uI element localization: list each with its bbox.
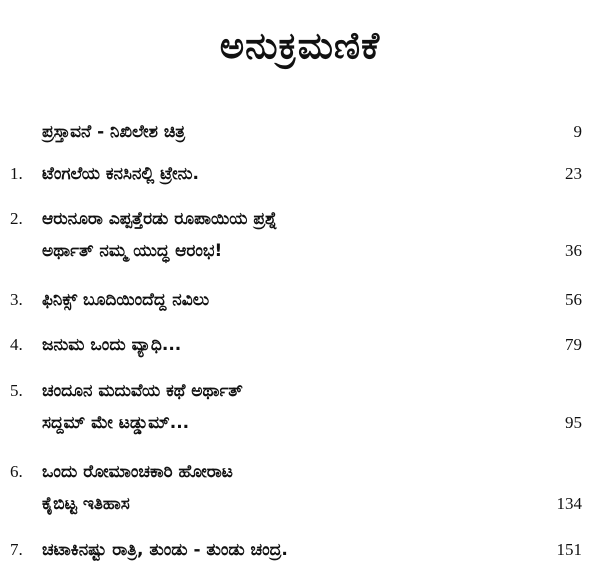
chapter-title: ಕೈಬಿಟ್ಟ ಇತಿಹಾಸ xyxy=(42,494,130,514)
page-number: 9 xyxy=(573,122,582,141)
chapter-title: ಸದ್ದಮ್ ಮೇ ಟಡ್ಡುಮ್... xyxy=(42,413,190,433)
chapter-title: ಅರ್ಥಾತ್ ನಮ್ಮ ಯುದ್ಧ ಆರಂಭ! xyxy=(42,241,223,261)
page-number: 36 xyxy=(565,241,582,260)
chapter-number: 6. xyxy=(10,462,23,481)
chapter-title: ಒಂದು ರೋಮಾಂಚಕಾರಿ ಹೋರಾಟ xyxy=(42,462,233,482)
chapter-title: ಫಿನಿಕ್ಸ್ ಬೂದಿಯಿಂದೆದ್ದ ನವಿಲು xyxy=(42,290,210,310)
chapter-title: ಚಟಾಕಿನಷ್ಟು ರಾತ್ರಿ, ತುಂಡು - ತುಂಡು ಚಂದ್ರ. xyxy=(42,540,288,560)
toc-line xyxy=(0,118,600,146)
toc-line xyxy=(0,205,600,233)
toc-line xyxy=(0,409,600,437)
chapter-title: ಜನುಮ ಒಂದು ವ್ಯಾಧಿ... xyxy=(42,335,182,355)
toc-line xyxy=(0,160,600,188)
page-number: 23 xyxy=(565,164,582,183)
chapter-title: ಟೆಂಗಲೆಯ ಕನಸಿನಲ್ಲಿ ಟ್ರೇನು. xyxy=(42,164,199,184)
chapter-number: 5. xyxy=(10,381,23,400)
page-number: 79 xyxy=(565,335,582,354)
chapter-title: ಪ್ರಸ್ತಾವನೆ - ನಿಖಿಲೇಶ ಚಿತ್ರ xyxy=(42,122,186,142)
page-title: ಅನುಕ್ರಮಣಿಕೆ xyxy=(219,24,381,67)
chapter-title: ಚಂದೂನ ಮದುವೆಯ ಕಥೆ ಅರ್ಥಾತ್ xyxy=(42,381,243,401)
toc-line xyxy=(0,237,600,265)
page-number: 134 xyxy=(556,494,582,513)
chapter-number: 1. xyxy=(10,164,23,183)
toc-line xyxy=(0,286,600,314)
page-number: 151 xyxy=(556,540,582,559)
toc-line xyxy=(0,458,600,486)
toc-line xyxy=(0,331,600,359)
toc-line xyxy=(0,490,600,518)
chapter-number: 3. xyxy=(10,290,23,309)
toc-line xyxy=(0,377,600,405)
chapter-number: 2. xyxy=(10,209,23,228)
page-number: 56 xyxy=(565,290,582,309)
chapter-number: 7. xyxy=(10,540,23,559)
page-number: 95 xyxy=(565,413,582,432)
chapter-number: 4. xyxy=(10,335,23,354)
chapter-title: ಆರುನೂರಾ ಎಪ್ಪತ್ತೆರಡು ರೂಪಾಯಿಯ ಪ್ರಶ್ನೆ xyxy=(42,209,278,229)
toc-line xyxy=(0,536,600,564)
